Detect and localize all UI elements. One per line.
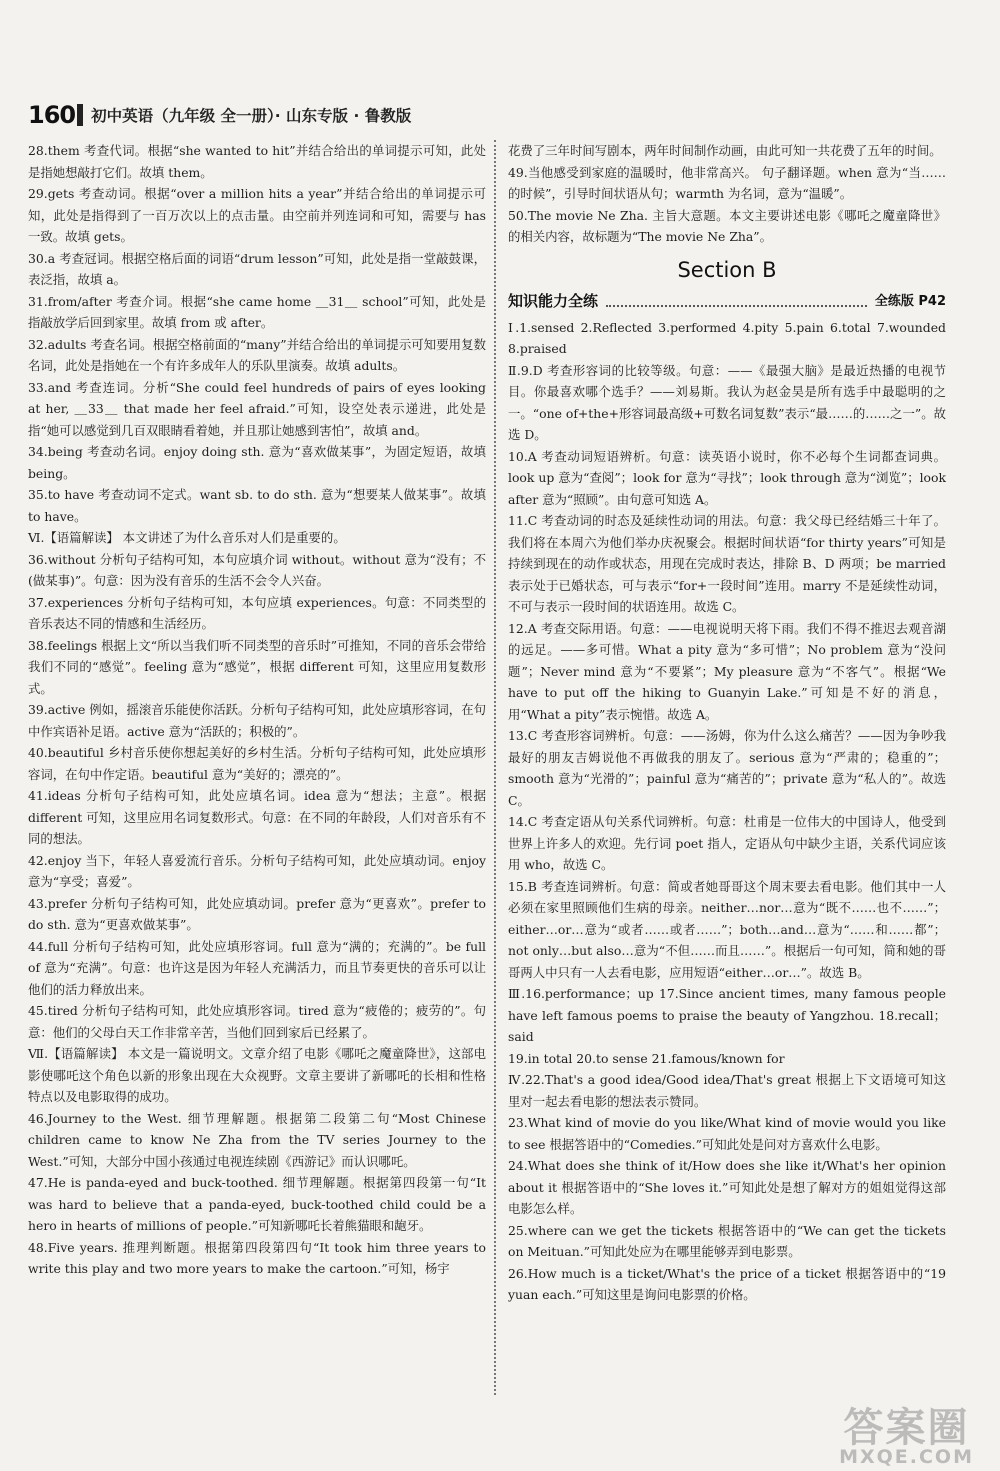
watermark-text: 答案圈: [843, 1405, 970, 1451]
answer-item: 23.What kind of movie do you like/What kind of movie would you like to see 根据答语中的“Comedies.”可知此处是问对方喜欢什么电影。: [508, 1115, 946, 1152]
right-column: [508, 140, 946, 1451]
answer-item: Ⅲ.16.performance；up 17.Since ancient times, many famous people have left famous poems to praise the beauty of Yangzhou. 18.recall；said: [508, 986, 947, 1044]
page-header: [28, 98, 972, 132]
answer-item: 43.prefer 分析句子结构可知，此处应填动词。prefer 意为“更喜欢”。prefer to do sth. 意为“更喜欢做某事”。: [28, 895, 486, 932]
page-number: 160: [28, 101, 83, 129]
answer-item: 44.full 分析句子结构可知，此处应填形容词。full 意为“满的；充满的”。be full of 意为“充满”。句意：也许这是因为年轻人充满活力，而且节奏更快的音乐可以让他们的活力释放出来。: [28, 938, 486, 997]
section-title: Section B: [677, 257, 777, 282]
answer-item: 41.ideas 分析句子结构可知，此处应填名词。idea 意为“想法；主意”。根据 different 可知，这里应用名词复数形式。句意：在不同的年龄段，人们对音乐有不同的想法。: [28, 788, 486, 846]
answer-item: 25.where can we get the tickets 根据答语中的“We can get the tickets on Meituan.”可知此处应为在哪里能够弄到电影票。: [508, 1222, 946, 1259]
answer-item: 28.them 考查代词。根据“she wanted to hit”并结合给出的单词提示可知，此处是指她想敲打它们。故填 them。: [28, 143, 486, 180]
answer-item: 50.The movie Ne Zha. 主旨大意题。本文主要讲述电影《哪吒之魔童降世》的相关内容，故标题为“The movie Ne Zha”。: [508, 207, 946, 244]
band-leader-dots: [606, 297, 867, 307]
answer-item: 26.How much is a ticket/What's the price of a ticket 根据答语中的“19 yuan each.”可知这里是询问电影票的价格。: [508, 1265, 946, 1302]
answer-item: 11.C 考查动词的时态及延续性动词的用法。句意：我父母已经结婚三十年了。我们将在本周六为他们举办庆祝聚会。根据时间状语“for thirty years”可知是持续到现在的动作或状态，用现在完成时表达，排除 B、D 两项；be married 表示处于已婚状态，可与表示“for+一段时间”连用。marry 不是延续性动词，不可与表示一段时间的状语连用。故选 C。: [508, 513, 946, 614]
answer-item: 花费了三年时间写剧本，两年时间制作动画，由此可知一共花费了五年的时间。: [508, 143, 942, 158]
band-label: 知识能力全练: [508, 292, 599, 310]
right-column-bottom: [508, 317, 946, 1306]
answer-item: Ⅱ.9.D 考查形容词的比较等级。句意：——《最强大脑》是最近热播的电视节目。你最喜欢哪个选手？——刘易斯。我认为赵金昊是所有选手中最聪明的之一。“one of+the+形容词最高级+可数名词复数”表示“最……的……之一”。故选 D。: [508, 362, 946, 442]
answer-item: 12.A 考查交际用语。句意：——电视说明天将下雨。我们不得不推迟去观音湖的远足。——多可惜。What a pity 意为“多可惜”；No problem 意为“没问题”；Never mind 意为“不要紧”；My pleasure 意为“不客气”。根据“We have to put off the hiking to Guanyin Lake.”可知是不好的消息，用“What a pity”表示惋惜。故选 A。: [508, 620, 946, 722]
answer-item: 31.from/after 考查介词。根据“she came home ＿31＿ school”可知，此处是指敲放学后回到家里。故填 from 或 after。: [28, 293, 486, 330]
watermark-logo: [839, 1405, 974, 1468]
answer-item: 36.without 分析句子结构可知，本句应填介词 without。without 意为“没有；不(做某事)”。句意：因为没有音乐的生活不会令人兴奋。: [28, 551, 486, 588]
band-page-ref: 全练版 P42: [874, 294, 946, 309]
answer-item: Ⅰ.1.sensed 2.Reflected 3.performed 4.pity 5.pain 6.total 7.wounded 8.praised: [508, 319, 946, 356]
answer-item: 45.tired 分析句子结构可知，此处应填形容词。tired 意为“疲倦的；疲劳的”。句意：他们的父母白天工作非常辛苦，当他们回到家后已经累了。: [28, 1003, 486, 1040]
answer-item: 35.to have 考查动词不定式。want sb. to do sth. 意为“想要某人做某事”。故填 to have。: [28, 487, 486, 524]
answer-item: 13.C 考查形容词辨析。句意：——汤姆，你为什么这么痛苦？——因为争吵我最好的朋友吉姆说他不再做我的朋友了。serious 意为“严肃的；稳重的”；smooth 意为“光滑的”；painful 意为“痛苦的”；private 意为“私人的”。故选 C。: [508, 728, 946, 808]
right-column-top: [508, 140, 946, 248]
answer-item: 32.adults 考查名词。根据空格前面的“many”并结合给出的单词提示可知要用复数名词，此处是指她在一个有许多成年人的乐队里演奏。故填 adults。: [28, 336, 486, 373]
column-divider: [494, 140, 496, 1395]
answer-item: 38.feelings 根据上文“所以当我们听不同类型的音乐时”可推知，不同的音乐会带给我们不同的“感觉”。feeling 意为“感觉”，根据 different 可知，这里应用复数形式。: [28, 637, 486, 696]
answer-item: 42.enjoy 当下，年轻人喜爱流行音乐。分析句子结构可知，此处应填动词。enjoy 意为“享受；喜爱”。: [28, 852, 486, 889]
answer-item: 15.B 考查连词辨析。句意：简或者她哥哥这个周末要去看电影。他们其中一人必须在家里照顾他们生病的母亲。neither…nor…意为“既不……也不……”；either…or…意为“或者……或者……”；both…and…意为“……和……都”；not only…but also…意为“不但……而且……”。根据后一句可知，简和她的哥哥两人中只有一人去看电影，应用短语“either…or…”。故选 B。: [508, 878, 946, 980]
answer-item: 37.experiences 分析句子结构可知，本句应填 experiences。句意：不同类型的音乐表达不同的情感和生活经历。: [28, 594, 486, 631]
answer-item: 30.a 考查冠词。根据空格后面的词语“drum lesson”可知，此处是指一堂敲鼓课，表泛指，故填 a。: [28, 250, 486, 287]
answer-item: 14.C 考查定语从句关系代词辨析。句意：杜甫是一位伟大的中国诗人，他受到世界上许多人的欢迎。先行词 poet 指人，定语从句中缺少主语，关系代词应该用 who，故选 C。: [508, 814, 946, 872]
answer-item: 46.Journey to the West. 细节理解题。根据第二段第二句“Most Chinese children came to know Ne Zha from the TV series Journey to the West.”可知，大部分中国小孩通过电视连续剧《西游记》而认识哪吒。: [28, 1110, 486, 1169]
left-column: [28, 140, 486, 1451]
answer-item: Ⅵ.【语篇解读】 本文讲述了为什么音乐对人们是重要的。: [28, 530, 346, 545]
answer-item: 29.gets 考查动词。根据“over a million hits a year”并结合给出的单词提示可知，此处是指得到了一百万次以上的点击量。由空前并列连词和可知，需要与 has一致。故填 gets。: [28, 186, 486, 244]
answer-item: 47.He is panda-eyed and buck-toothed. 细节理解题。根据第四段第一句“It was hard to believe that a panda-eyed, buck-toothed child could be a hero in hearts of millions of people.”可知新哪吒长着熊猫眼和龅牙。: [28, 1175, 486, 1233]
answer-item: 39.active 例如，摇滚音乐能使你活跃。分析句子结构可知，此处应填形容词，在句中作宾语补足语。active 意为“活跃的；积极的”。: [28, 702, 486, 739]
answer-item: Ⅳ.22.That's a good idea/Good idea/That's great 根据上下文语境可知这里对一起去看电影的想法表示赞同。: [508, 1072, 946, 1109]
answer-item: 49.当他感受到家庭的温暖时，他非常高兴。 句子翻译题。when 意为“当……的时候”，引导时间状语从句；warmth 为名词，意为“温暖”。: [508, 164, 946, 201]
answer-item: 40.beautiful 乡村音乐使你想起美好的乡村生活。分析句子结构可知，此处应填形容词，在句中作定语。beautiful 意为“美好的；漂亮的”。: [28, 745, 486, 782]
watermark-url: MXQE.COM: [839, 1446, 974, 1468]
answer-item: 10.A 考查动词短语辨析。句意：读英语小说时，你不必每个生词都查词典。look up 意为“查阅”；look for 意为“寻找”；look through 意为“浏览”；look after 意为“照顾”。由句意可知选 A。: [508, 448, 946, 507]
answer-item: 34.being 考查动名词。enjoy doing sth. 意为“喜欢做某事”，为固定短语，故填 being。: [28, 444, 486, 481]
answer-item: 19.in total 20.to sense 21.famous/known for: [508, 1050, 785, 1066]
section-band: [508, 291, 946, 313]
answer-item: 33.and 考查连词。分析“She could feel hundreds of pairs of eyes looking at her, ＿33＿ that made her feel afraid.”可知，设空处表示递进，此处是指“她可以感觉到几百双眼睛看着她，并且那让她感到害怕”，故填 and。: [28, 379, 486, 438]
answer-item: 48.Five years. 推理判断题。根据第四段第四句“It took him three years to write this play and two more years to make the cartoon.”可知，杨宇: [28, 1239, 486, 1276]
book-title: 初中英语（九年级 全一册）· 山东专版 · 鲁教版: [91, 107, 412, 125]
answer-item: Ⅶ.【语篇解读】 本文是一篇说明文。文章介绍了电影《哪吒之魔童降世》，这部电影使哪吒这个角色以新的形象出现在大众视野。文章主要讲了新哪吒的长相和性格特点以及电影取得的成功。: [28, 1046, 486, 1104]
answer-item: 24.What does she think of it/How does she like it/What's her opinion about it 根据答语中的“She loves it.”可知此处是想了解对方的姐姐觉得这部电影怎么样。: [508, 1158, 946, 1216]
